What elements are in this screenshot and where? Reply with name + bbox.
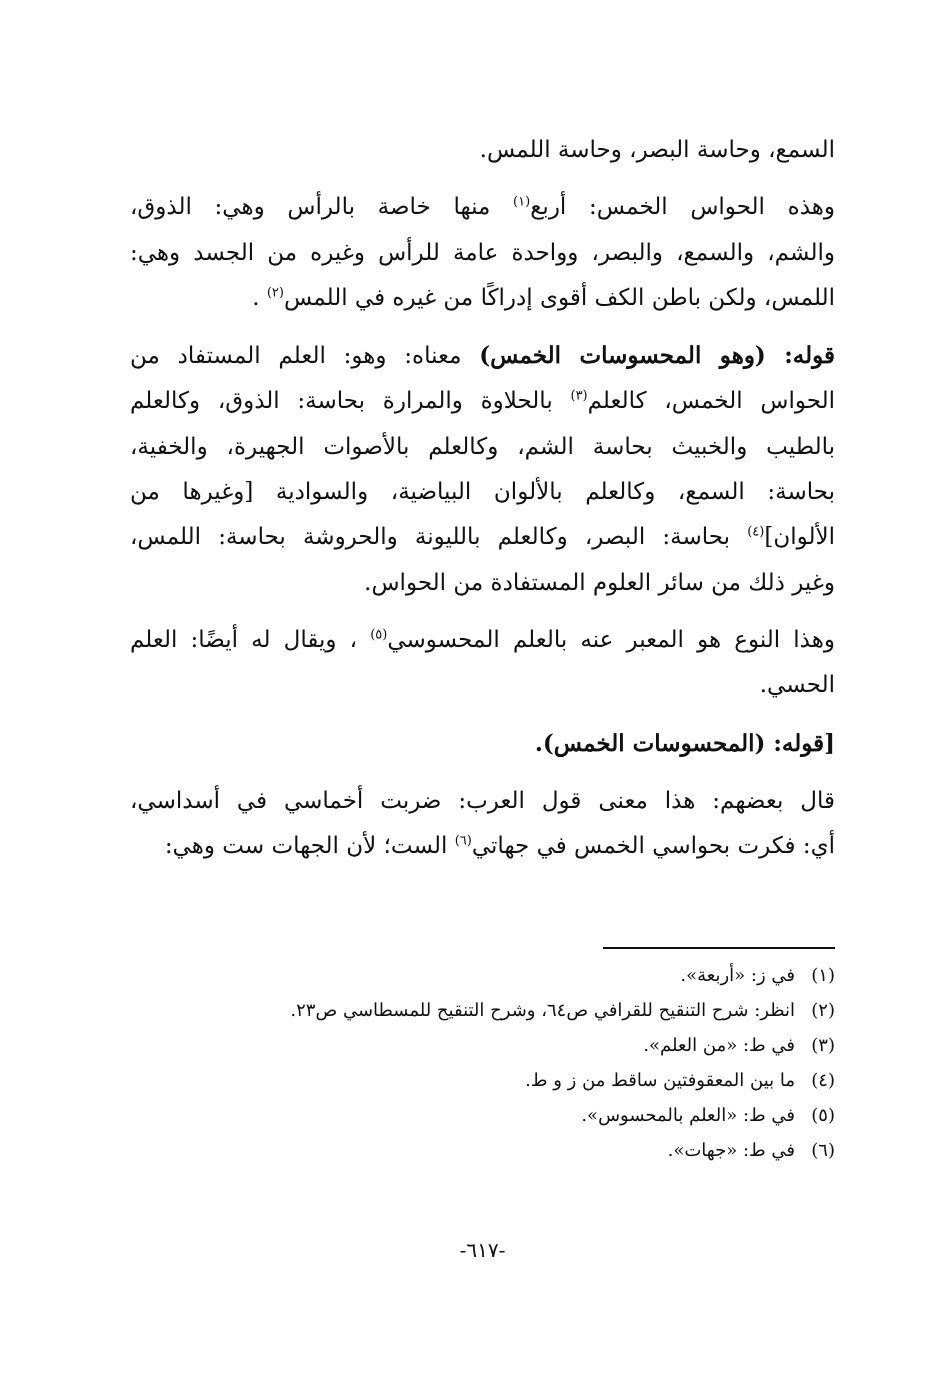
- line-text: وهذه الحواس الخمس: أربع: [530, 194, 835, 221]
- text-line: [130, 128, 835, 173]
- text-line: [130, 721, 835, 767]
- book-page: [130, 0, 835, 1374]
- text-line: [130, 276, 835, 321]
- footnote-item: [130, 1028, 835, 1063]
- footnotes: [130, 958, 835, 1168]
- text-line: [130, 231, 835, 276]
- footnote-number: (١): [811, 965, 835, 986]
- paragraph: [130, 618, 835, 709]
- paragraph: [130, 721, 835, 767]
- footnote-number: (٥): [811, 1105, 835, 1126]
- footnote-text: انظر: شرح التنقيح للقرافي ص٦٤، وشرح التنقيح للمسطاسي ص٢٣.: [290, 1000, 795, 1021]
- paragraph: [130, 333, 835, 606]
- main-text: [130, 128, 835, 869]
- line-text: السمع، وحاسة البصر، وحاسة اللمس.: [479, 137, 835, 163]
- line-text-continued: بالحلاوة والمرارة بحاسة: الذوق، وكالعلم: [130, 388, 571, 415]
- footnote-number: (٤): [811, 1070, 835, 1091]
- footnote-marker: (٦): [454, 833, 472, 849]
- line-text: معناه: وهو: العلم المستفاد من: [130, 343, 480, 370]
- text-line: [130, 515, 835, 560]
- bold-heading: [قوله: (المحسوسات الخمس).: [534, 729, 835, 757]
- text-line: [130, 824, 835, 869]
- footnote-marker: (٢): [266, 285, 284, 301]
- line-text: أي: فكرت بحواسي الخمس في جهاتي: [471, 833, 835, 860]
- footnote-text: في ط: «من العلم».: [643, 1035, 795, 1056]
- line-text: بحاسة: السمع، وكالعلم بالألوان البياضية، والسوادية [وغيرها من: [130, 479, 835, 506]
- page-number: -٦١٧-: [459, 1238, 506, 1262]
- footnote-item: [130, 958, 835, 993]
- footnote-number: (٦): [811, 1140, 835, 1161]
- line-text: الألوان]: [764, 524, 835, 551]
- text-line: [130, 779, 835, 824]
- line-text: قال بعضهم: هذا معنى قول العرب: ضربت أخماسي في أسداسي،: [130, 787, 835, 814]
- line-text: وغير ذلك من سائر العلوم المستفادة من الحواس.: [364, 569, 835, 596]
- line-text-continued: .: [252, 284, 267, 311]
- line-text-continued: بحاسة: البصر، وكالعلم بالليونة والحروشة بحاسة: اللمس،: [130, 524, 748, 551]
- line-text: اللمس، ولكن باطن الكف أقوى إدراكًا من غيره في اللمس: [283, 284, 835, 311]
- footnote-number: (٢): [811, 1000, 835, 1021]
- footnote-item: [130, 993, 835, 1028]
- text-line: [130, 425, 835, 470]
- footnote-number: (٣): [811, 1035, 835, 1056]
- footnote-item: [130, 1133, 835, 1168]
- text-line: [130, 663, 835, 708]
- line-text: الحواس الخمس، كالعلم: [587, 388, 835, 415]
- footnote-item: [130, 1098, 835, 1133]
- bold-heading: قوله: (وهو المحسوسات الخمس): [479, 342, 835, 370]
- text-line: [130, 185, 835, 230]
- paragraph: [130, 128, 835, 173]
- line-text: وهذا النوع هو المعبر عنه بالعلم المحسوسي: [387, 626, 835, 653]
- text-line: [130, 379, 835, 424]
- line-text: الحسي.: [759, 672, 835, 699]
- text-line: [130, 470, 835, 515]
- text-line: [130, 561, 835, 606]
- line-text-continued: ، ويقال له أيضًا: العلم: [130, 626, 371, 653]
- footnote-marker: (٥): [370, 627, 388, 643]
- footnote-marker: (٤): [747, 524, 765, 540]
- paragraph: [130, 185, 835, 321]
- footnote-item: [130, 1063, 835, 1098]
- line-text-continued: منها خاصة بالرأس وهي: الذوق،: [130, 194, 514, 221]
- footnote-text: ما بين المعقوفتين ساقط من ز و ط.: [525, 1070, 795, 1091]
- text-line: [130, 618, 835, 663]
- paragraph: [130, 779, 835, 870]
- line-text: والشم، والسمع، والبصر، وواحدة عامة للرأس وغيره من الجسد وهي:: [130, 239, 835, 266]
- text-line: [130, 333, 835, 379]
- footnote-text: في ز: «أربعة».: [680, 965, 795, 986]
- footnote-separator: [603, 947, 835, 949]
- footnote-marker: (١): [513, 194, 531, 210]
- line-text: بالطيب والخبيث بحاسة الشم، وكالعلم بالأصوات الجهيرة، والخفية،: [130, 433, 835, 460]
- line-text-continued: الست؛ لأن الجهات ست وهي:: [164, 833, 455, 860]
- footnote-text: في ط: «جهات».: [667, 1140, 795, 1161]
- footnote-text: في ط: «العلم بالمحسوس».: [581, 1105, 795, 1126]
- footnote-marker: (٣): [570, 388, 588, 404]
